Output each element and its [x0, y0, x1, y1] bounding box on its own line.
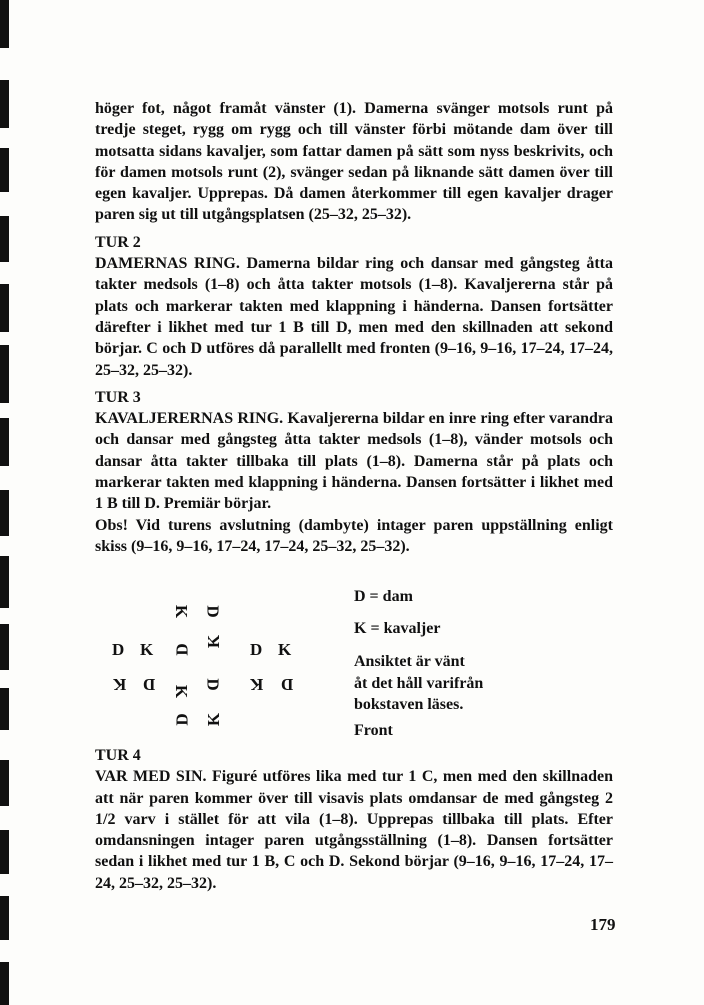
binding-mark: [0, 216, 9, 262]
text-block-lower: [95, 745, 613, 894]
paragraph-continuation: höger fot, något framåt vänster (1). Damerna svänger motsols runt på tredje steget, rygg om rygg och till vänster förbi mötande dam över till motsatta sidans kavaljer, som fattar damen på sätt som nyss beskrivits, och för damen motsols runt (2), svänger sedan på liknande sätt damen över till egen kavaljer. Upprepas. Då damen återkommer till egen kavaljer drager paren sig ut till utgångsplatsen (25–32, 25–32).: [95, 100, 613, 224]
diagram-letter-k: K: [140, 640, 154, 659]
legend-note-line3: bokstaven läses.: [354, 696, 464, 713]
diagram-letter-k: K: [204, 634, 224, 649]
binding-mark: [0, 896, 9, 940]
binding-mark: [0, 760, 9, 806]
page-number: 179: [590, 915, 616, 934]
legend-dam: D = dam: [354, 588, 413, 605]
legend-note-line1: Ansiktet är vänt: [354, 653, 465, 670]
binding-mark: [0, 624, 9, 670]
binding-mark: [0, 80, 9, 128]
diagram-letter-d: D: [281, 675, 294, 694]
diagram-letter-d: D: [172, 643, 192, 656]
binding-mark: [0, 962, 9, 1005]
diagram-letter-k: K: [278, 640, 292, 659]
section-title-tur2: TUR 2: [95, 233, 141, 251]
diagram-letter-d: D: [112, 640, 125, 659]
legend-front: Front: [354, 722, 393, 739]
section-title-tur3: TUR 3: [95, 388, 141, 406]
binding-mark: [0, 0, 9, 48]
diagram-letter-d: D: [172, 713, 192, 726]
paragraph-note: Obs! Vid turens avslutning (dambyte) intager paren uppställning enligt skiss (9–16, 9–16, 17–24, 17–24, 25–32, 25–32).: [95, 516, 613, 555]
binding-mark: [0, 830, 9, 874]
binding-mark: [0, 284, 9, 332]
text-block-upper: [95, 98, 613, 557]
diagram-letter-k: K: [250, 675, 264, 694]
binding-mark: [0, 688, 9, 730]
binding-mark: [0, 556, 9, 608]
diagram-letter-k: K: [204, 712, 224, 727]
legend-kavaljer: K = kavaljer: [354, 620, 441, 637]
binding-mark: [0, 490, 9, 536]
legend-note-line2: åt det håll varifrån: [354, 675, 484, 692]
diagram-letter-d: D: [203, 605, 223, 618]
binding-mark: [0, 345, 9, 403]
diagram-letter-k: K: [172, 684, 192, 699]
diagram-letter-k: K: [113, 675, 127, 694]
paragraph-tur3: KAVALJERERNAS RING. Kavaljererna bildar en inre ring efter varandra och dansar med gångsteg åtta takter medsols (1–8), vänder motsols och dansar åtta takter tillbaka till plats (1–8). Damerna står på plats och markerar takten med klappning i händerna. Dansen fortsätter i likhet med 1 B till D. Premiär börjar.: [95, 410, 613, 513]
diagram-letter-d: D: [203, 678, 223, 691]
diagram-letter-d: D: [250, 640, 263, 659]
section-title-tur4: TUR 4: [95, 747, 141, 764]
paragraph-tur4: VAR MED SIN. Figuré utföres lika med tur 1 C, men med den skillnaden att när paren kommer över till visavis plats omdansar de med gångsteg 2 1/2 varv i stället för att vila (1–8). Upprepas tillbaka till plats. Efter omdansningen intager paren utgångsställning (1–8). Dansen fortsätter sedan i likhet med tur 1 B, C och D. Sekond börjar (9–16, 9–16, 17–24, 17–24, 25–32, 25–32).: [95, 768, 613, 892]
binding-mark: [0, 418, 9, 466]
diagram-letter-k: K: [172, 604, 192, 619]
paragraph-tur2: DAMERNAS RING. Damerna bildar ring och dansar med gångsteg åtta takter medsols (1–8) och åtta takter motsols (1–8). Kavaljererna står på plats och markerar takten med klappning i händerna. Dansen fortsätter därefter i likhet med tur 1 B till D, men med den skillnaden att sekond börjar. C och D utföres då parallellt med fronten (9–16, 9–16, 17–24, 17–24, 25–32, 25–32).: [95, 255, 613, 379]
diagram-letter-d: D: [143, 675, 156, 694]
binding-mark: [0, 148, 9, 192]
